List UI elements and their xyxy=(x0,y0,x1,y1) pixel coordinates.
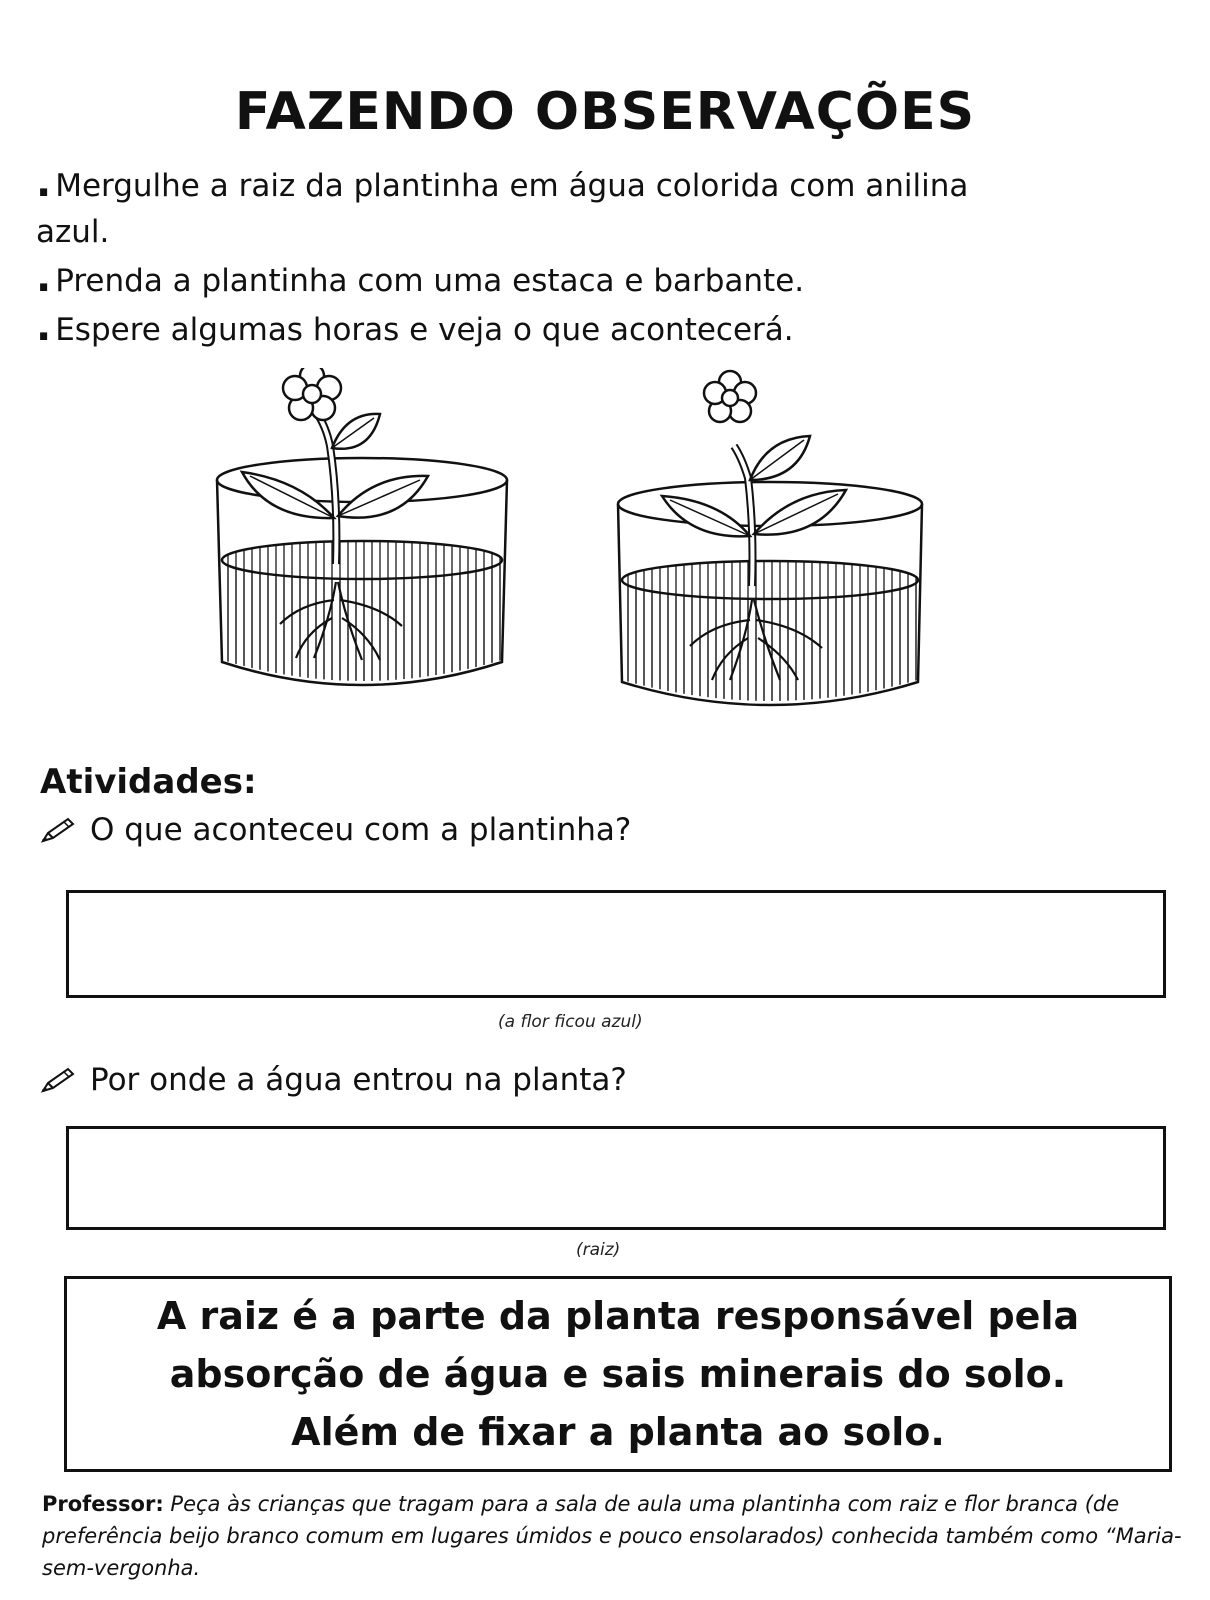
answer-hint: (a flor ficou azul) xyxy=(498,1012,643,1032)
instruction-line: . Espere algumas horas e veja o que acontecerá. xyxy=(36,304,794,350)
bullet-icon: . xyxy=(36,255,52,301)
instruction-line: . Prenda a plantinha com uma estaca e barbante. xyxy=(36,255,805,301)
instruction-line: . Mergulhe a raiz da plantinha em água colorida com anilina xyxy=(36,160,969,206)
fact-box xyxy=(64,1276,1172,1472)
question-text: O que aconteceu com a plantinha? xyxy=(90,812,632,848)
page-title: FAZENDO OBSERVAÇÕES xyxy=(234,82,976,142)
teacher-note xyxy=(42,1488,1192,1584)
question-1 xyxy=(40,812,631,848)
instruction-line: azul. xyxy=(36,214,110,250)
teacher-note-text: Peça às crianças que tragam para a sala de aula uma plantinha com raiz e flor branca (de preferência beijo branco comum em lugares úmidos e pouco ensolarados) conhecida também como “Maria-sem-vergonha. xyxy=(42,1492,1182,1580)
bullet-icon: . xyxy=(36,304,52,350)
bullet-icon: . xyxy=(36,160,52,206)
question-2 xyxy=(40,1062,627,1098)
fact-text: A raiz é a parte da planta responsável pela absorção de água e sais minerais do solo. Além de fixar a planta ao solo. xyxy=(156,1294,1080,1454)
pencil-icon xyxy=(40,816,76,844)
answer-hint: (raiz) xyxy=(576,1240,621,1260)
pencil-icon xyxy=(40,1066,76,1094)
glass-left-icon xyxy=(217,368,507,685)
activities-heading: Atividades: xyxy=(40,762,257,802)
teacher-note-label: Professor: xyxy=(42,1492,164,1516)
glass-right-icon xyxy=(618,371,922,705)
instructions xyxy=(36,160,1036,353)
plant-illustration xyxy=(0,368,1210,728)
answer-box-1[interactable] xyxy=(66,890,1166,998)
answer-box-2[interactable] xyxy=(66,1126,1166,1230)
question-text: Por onde a água entrou na planta? xyxy=(90,1062,627,1098)
